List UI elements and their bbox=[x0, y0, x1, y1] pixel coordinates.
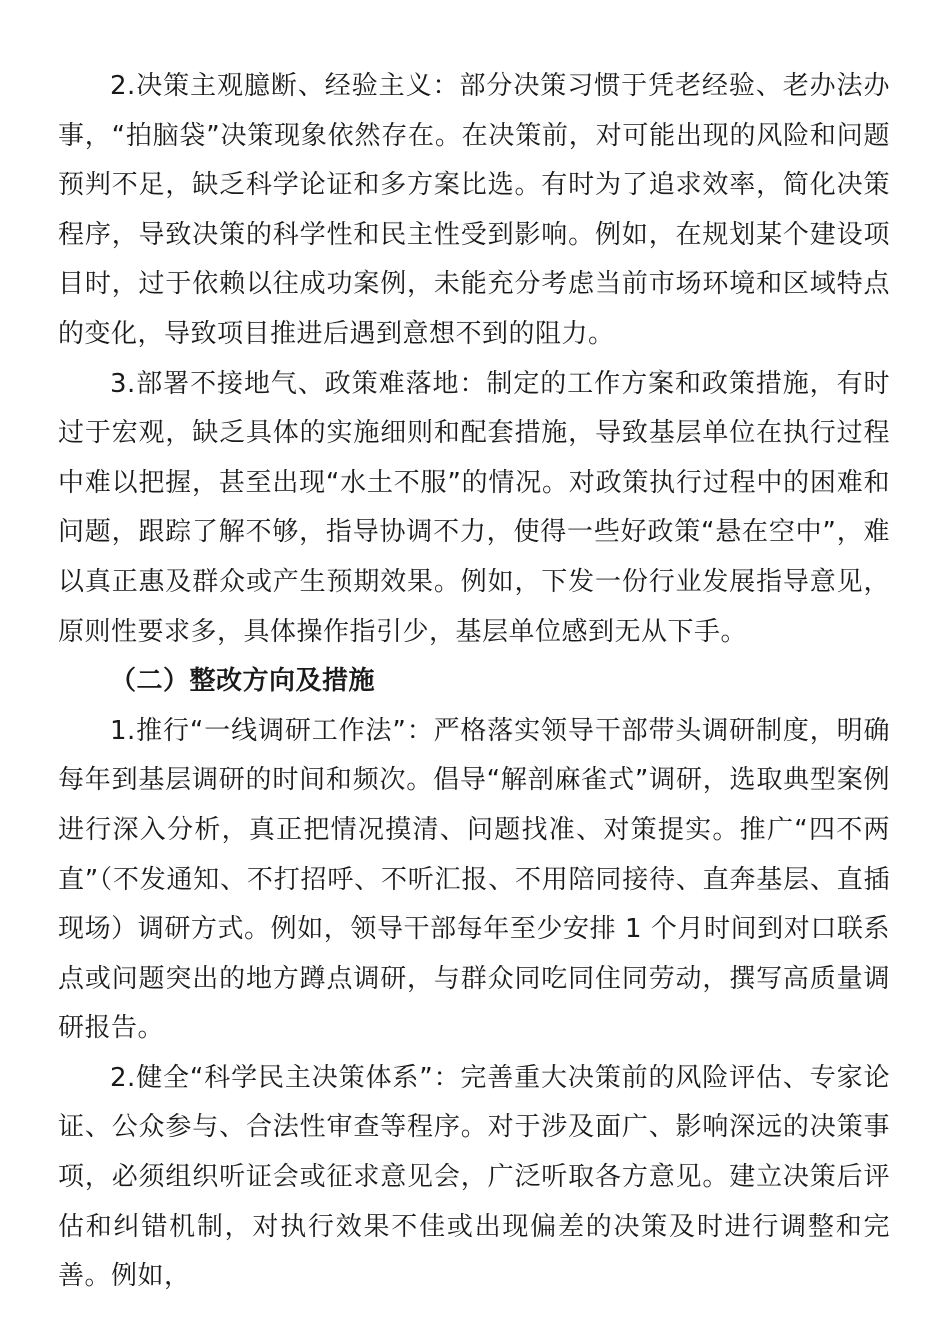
paragraph-frontline-research: 1.推行“一线调研工作法”：严格落实领导干部带头调研制度，明确每年到基层调研的时间和频次。倡导“解剖麻雀式”调研，选取典型案例进行深入分析，真正把情况摸清、问题找准、对策提实。推广“四不两直”（不发通知、不打招呼、不听汇报、不用陪同接待、直奔基层、直插现场）调研方式。例如，领导干部每年至少安排 1 个月时间到对口联系点或问题突出的地方蹲点调研，与群众同吃同住同劳动，撰写高质量调研报告。 bbox=[58, 715, 890, 1044]
document-page bbox=[58, 62, 890, 1302]
paragraph-decision-subjective: 2.决策主观臆断、经验主义：部分决策习惯于凭老经验、老办法办事，“拍脑袋”决策现象依然存在。在决策前，对可能出现的风险和问题预判不足，缺乏科学论证和多方案比选。有时为了追求效率，简化决策程序，导致决策的科学性和民主性受到影响。例如，在规划某个建设项目时，过于依赖以往成功案例，未能充分考虑当前市场环境和区域特点的变化，导致项目推进后遇到意想不到的阻力。 bbox=[58, 71, 890, 349]
paragraph-scientific-decision: 2.健全“科学民主决策体系”：完善重大决策前的风险评估、专家论证、公众参与、合法性审查等程序。对于涉及面广、影响深远的决策事项，必须组织听证会或征求意见会，广泛听取各方意见。建立决策后评估和纠错机制，对执行效果不佳或出现偏差的决策及时进行调整和完善。例如， bbox=[58, 1062, 890, 1292]
section-heading-rectification: （二）整改方向及措施 bbox=[110, 666, 376, 697]
paragraph-deployment-grounded: 3.部署不接地气、政策难落地：制定的工作方案和政策措施，有时过于宏观，缺乏具体的实施细则和配套措施，导致基层单位在执行过程中难以把握，甚至出现“水土不服”的情况。对政策执行过程中的困难和问题，跟踪了解不够，指导协调不力，使得一些好政策“悬在空中”，难以真正惠及群众或产生预期效果。例如，下发一份行业发展指导意见，原则性要求多，具体操作指引少，基层单位感到无从下手。 bbox=[58, 368, 890, 647]
